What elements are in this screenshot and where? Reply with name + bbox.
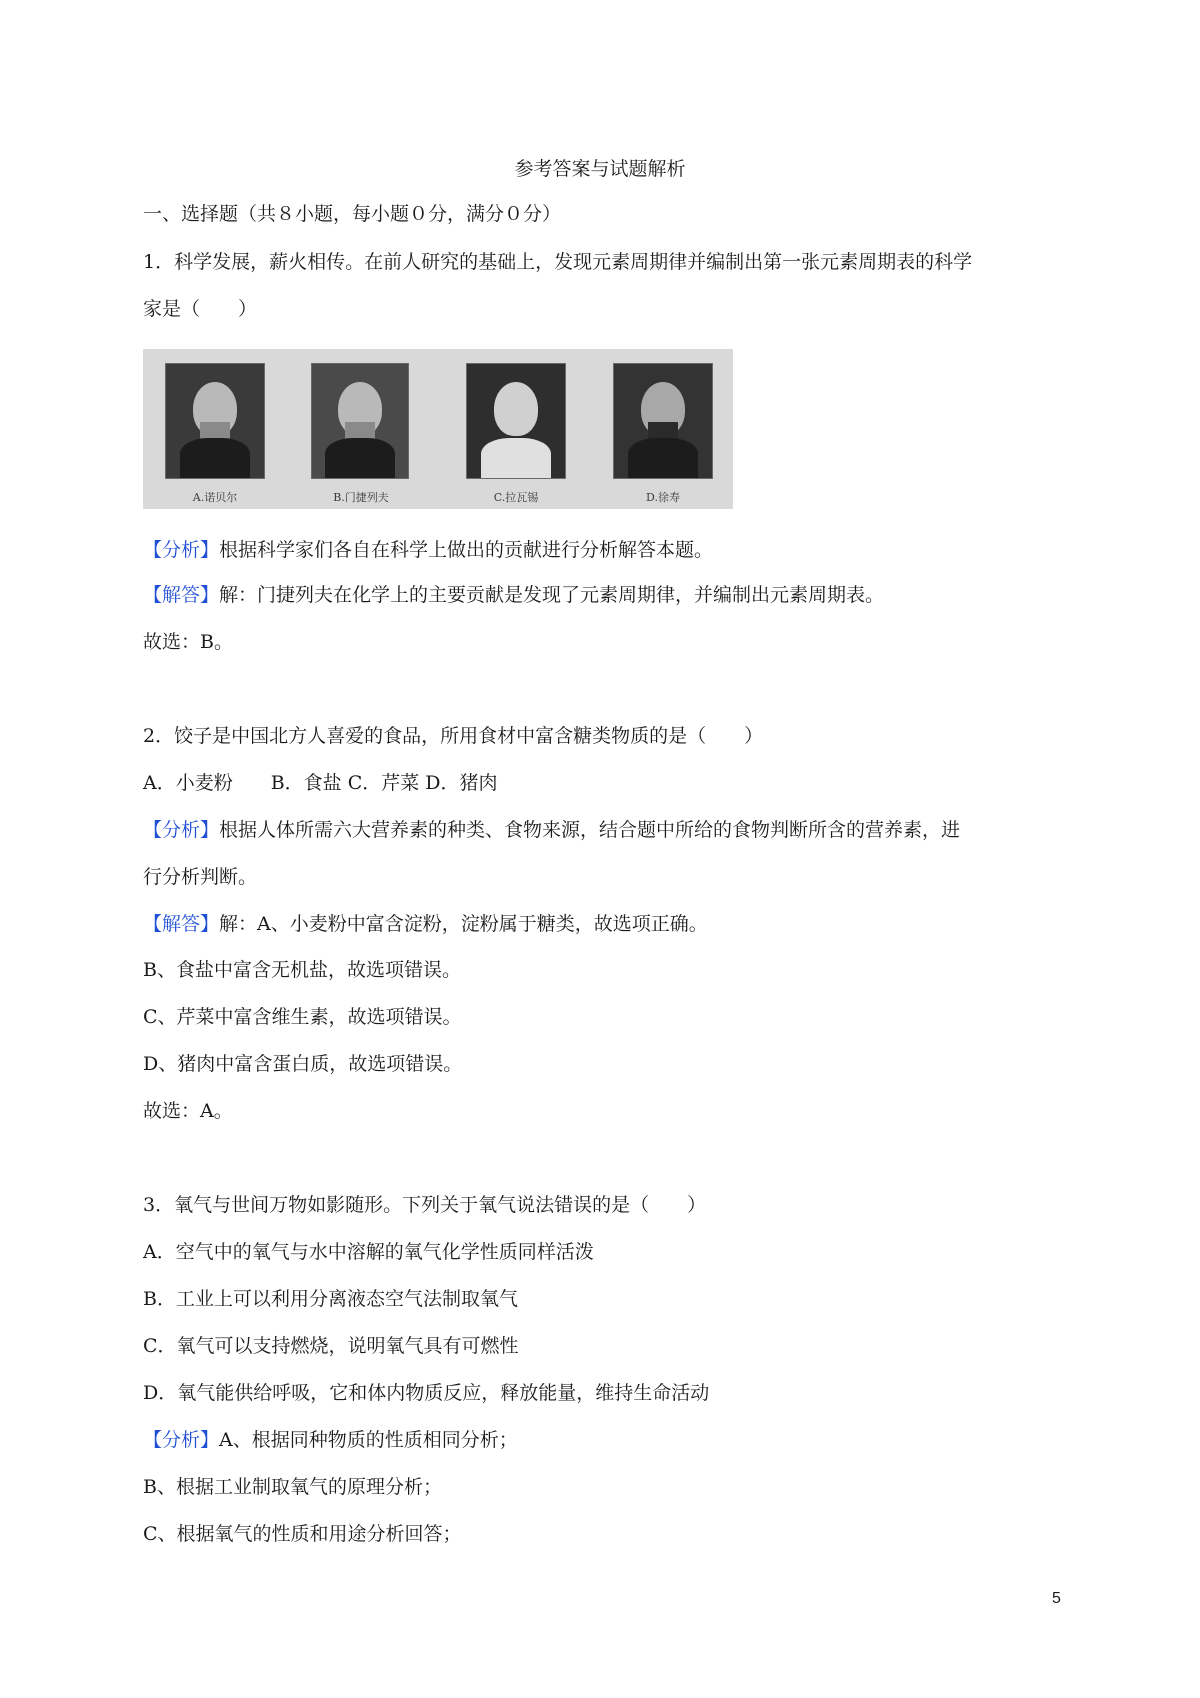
q1-answer <box>143 580 884 610</box>
portrait-a <box>165 363 265 479</box>
q2-answer-b: B、食盐中富含无机盐，故选项错误。 <box>143 959 461 981</box>
answer-tag: 【解答】 <box>143 913 220 935</box>
caption-c: C.拉瓦锡 <box>493 491 539 504</box>
q3-option-a: A．空气中的氧气与水中溶解的氧气化学性质同样活泼 <box>143 1241 594 1263</box>
q1-analysis-text: 根据科学家们各自在科学上做出的贡献进行分析解答本题。 <box>219 539 714 561</box>
caption-b: B.门捷列夫 <box>333 491 389 504</box>
q2-choice: 故选：A。 <box>143 1100 233 1122</box>
q3-analysis-b: B、根据工业制取氧气的原理分析； <box>143 1476 442 1498</box>
portrait-c <box>466 363 566 479</box>
page-title: 参考答案与试题解析 <box>514 158 686 180</box>
q1-analysis <box>143 535 713 565</box>
q2-answer <box>143 909 708 939</box>
q3-option-d: D．氧气能供给呼吸，它和体内物质反应，释放能量，维持生命活动 <box>143 1382 710 1404</box>
q3-analysis-c: C、根据氧气的性质和用途分析回答； <box>143 1523 462 1545</box>
q2-answer-a: 解：A、小麦粉中富含淀粉，淀粉属于糖类，故选项正确。 <box>219 913 708 935</box>
analysis-tag: 【分析】 <box>143 819 220 841</box>
page-number: 5 <box>1052 1590 1061 1607</box>
portrait-d <box>613 363 713 479</box>
q2-analysis <box>143 815 960 845</box>
q2-analysis-line2: 行分析判断。 <box>143 866 258 888</box>
q2-answer-c: C、芹菜中富含维生素，故选项错误。 <box>143 1006 462 1028</box>
q1-stem-line1: 1．科学发展，薪火相传。在前人研究的基础上，发现元素周期律并编制出第一张元素周期表的科学 <box>143 251 973 273</box>
caption-a: A.诺贝尔 <box>192 491 238 504</box>
q3-option-c: C．氧气可以支持燃烧，说明氧气具有可燃性 <box>143 1335 519 1357</box>
q2-options: A．小麦粉 B．食盐 C．芹菜 D．猪肉 <box>143 772 498 794</box>
q3-analysis-a: A、根据同种物质的性质相同分析； <box>219 1429 518 1451</box>
analysis-tag: 【分析】 <box>143 1429 220 1451</box>
q1-stem-line2: 家是（ ） <box>143 298 258 320</box>
section-heading: 一、选择题（共８小题，每小题０分，满分０分） <box>143 203 562 225</box>
q1-answer-text: 解：门捷列夫在化学上的主要贡献是发现了元素周期律，并编制出元素周期表。 <box>219 584 885 606</box>
q2-stem: 2．饺子是中国北方人喜爱的食品，所用食材中富含糖类物质的是（ ） <box>143 725 764 747</box>
q3-option-b: B．工业上可以利用分离液态空气法制取氧气 <box>143 1288 518 1310</box>
caption-d: D.徐寿 <box>646 491 680 504</box>
analysis-tag: 【分析】 <box>143 539 220 561</box>
portrait-b <box>311 363 409 479</box>
q2-answer-d: D、猪肉中富含蛋白质，故选项错误。 <box>143 1053 463 1075</box>
q1-choice: 故选：B。 <box>143 631 233 653</box>
q2-analysis-text: 根据人体所需六大营养素的种类、食物来源，结合题中所给的食物判断所含的营养素，进 <box>219 819 961 841</box>
scientist-portraits-image <box>143 349 733 509</box>
answer-tag: 【解答】 <box>143 584 220 606</box>
q3-analysis <box>143 1425 518 1455</box>
q3-stem: 3．氧气与世间万物如影随形。下列关于氧气说法错误的是（ ） <box>143 1194 707 1216</box>
